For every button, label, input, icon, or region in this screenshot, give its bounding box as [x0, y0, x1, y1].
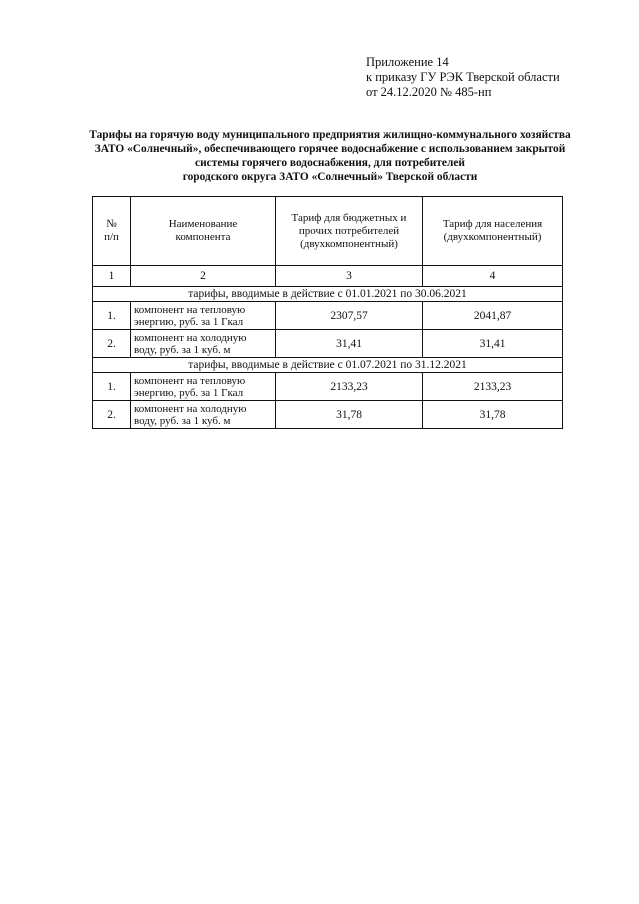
- period-label: тарифы, вводимые в действие с 01.07.2021 по 31.12.2021: [93, 358, 563, 373]
- component-name-line2: энергию, руб. за 1 Гкал: [134, 315, 244, 328]
- population-tariff-value: 2041,87: [423, 302, 563, 330]
- component-name: [131, 401, 276, 429]
- appendix-reference: [366, 55, 560, 100]
- component-name-line1: компонент на холодную: [134, 402, 247, 415]
- header-number-line1: №: [106, 218, 117, 230]
- appendix-date: от 24.12.2020 № 485-нп: [366, 85, 492, 99]
- table-row: [93, 302, 563, 330]
- header-budget-line1: Тариф для бюджетных и: [291, 211, 407, 224]
- title-line-2: ЗАТО «Солнечный», обеспечивающего горячее водоснабжение с использованием закрытой: [94, 143, 566, 155]
- column-number-row: [93, 266, 563, 287]
- table-row: [93, 330, 563, 358]
- population-tariff-value: 31,78: [423, 401, 563, 429]
- budget-tariff-value: 31,78: [276, 401, 423, 429]
- table-header-row: [93, 197, 563, 266]
- period-label: тарифы, вводимые в действие с 01.01.2021 по 30.06.2021: [93, 287, 563, 302]
- table-row: [93, 401, 563, 429]
- header-component-line1: Наименование: [168, 218, 238, 230]
- column-number: 2: [131, 266, 276, 287]
- document-title: [60, 128, 600, 184]
- header-population-tariff: [423, 197, 563, 266]
- title-line-4: городского округа ЗАТО «Солнечный» Тверской области: [182, 171, 478, 183]
- component-name: [131, 373, 276, 401]
- column-number: 1: [93, 266, 131, 287]
- component-name-line2: воду, руб. за 1 куб. м: [134, 343, 231, 356]
- component-name-line2: воду, руб. за 1 куб. м: [134, 414, 231, 427]
- component-name-line1: компонент на холодную: [134, 331, 247, 344]
- header-number: [93, 197, 131, 266]
- period-row: [93, 287, 563, 302]
- component-name: [131, 330, 276, 358]
- budget-tariff-value: 2133,23: [276, 373, 423, 401]
- row-index: 2.: [93, 330, 131, 358]
- header-component-line2: компонента: [175, 231, 231, 243]
- header-component: [131, 197, 276, 266]
- table-row: [93, 373, 563, 401]
- appendix-number: Приложение 14: [366, 55, 449, 69]
- header-population-line2: (двухкомпонентный): [443, 231, 542, 243]
- population-tariff-value: 2133,23: [423, 373, 563, 401]
- column-number: 3: [276, 266, 423, 287]
- component-name: [131, 302, 276, 330]
- tariff-table: [92, 196, 563, 429]
- title-line-3: системы горячего водоснабжения, для потребителей: [195, 157, 465, 169]
- header-budget-tariff: [276, 197, 423, 266]
- header-population-line1: Тариф для населения: [442, 218, 543, 230]
- row-index: 1.: [93, 373, 131, 401]
- title-line-1: Тарифы на горячую воду муниципального предприятия жилищно-коммунального хозяйства: [89, 129, 571, 141]
- appendix-order: к приказу ГУ РЭК Тверской области: [366, 70, 560, 84]
- row-index: 2.: [93, 401, 131, 429]
- budget-tariff-value: 2307,57: [276, 302, 423, 330]
- header-number-line2: п/п: [104, 231, 119, 243]
- header-budget-line3: (двухкомпонентный): [300, 237, 398, 250]
- column-number: 4: [423, 266, 563, 287]
- component-name-line2: энергию, руб. за 1 Гкал: [134, 386, 244, 399]
- budget-tariff-value: 31,41: [276, 330, 423, 358]
- component-name-line1: компонент на тепловую: [134, 303, 246, 316]
- population-tariff-value: 31,41: [423, 330, 563, 358]
- row-index: 1.: [93, 302, 131, 330]
- header-budget-line2: прочих потребителей: [298, 224, 400, 237]
- period-row: [93, 358, 563, 373]
- component-name-line1: компонент на тепловую: [134, 374, 246, 387]
